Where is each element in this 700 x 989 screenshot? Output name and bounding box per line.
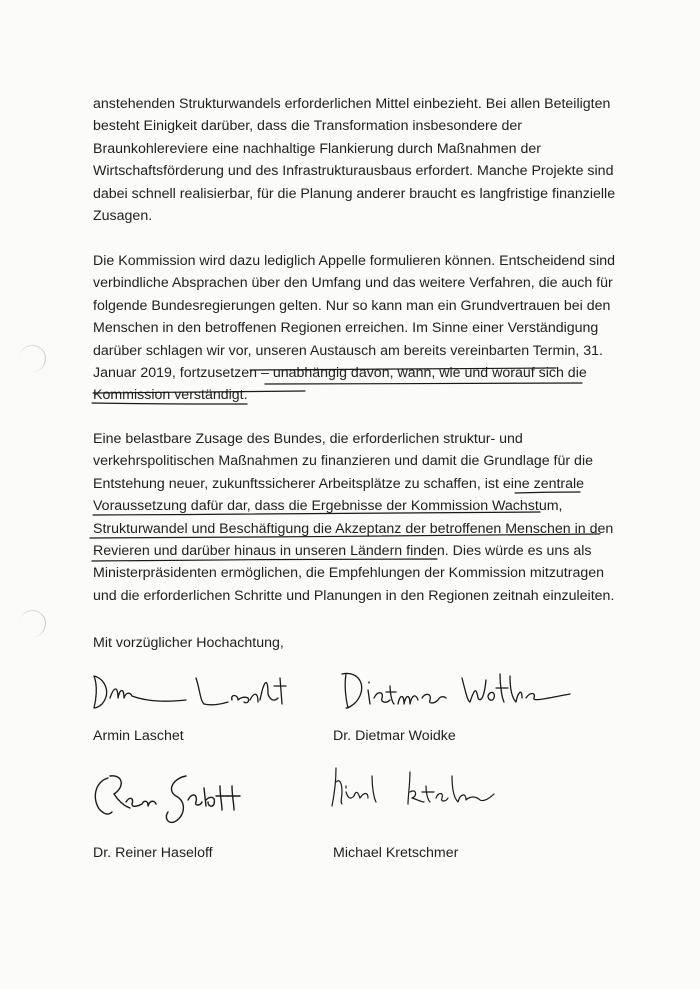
signatory-name-laschet: Armin Laschet: [93, 728, 184, 744]
text-line: Voraussetzung dafür dar, dass die Ergebnisse der Kommission Wachstum,: [93, 498, 563, 515]
text-line: verkehrspolitischen Maßnahmen zu finanzieren und damit die Grundlage für die: [93, 453, 593, 470]
text-line: Menschen in den betroffenen Regionen erreichen. Im Sinne einer Verständigung: [93, 320, 599, 337]
signatory-name-haseloff: Dr. Reiner Haseloff: [93, 845, 213, 861]
paragraph-funding: [93, 93, 616, 227]
text-line: Kommission verständigt.: [93, 387, 248, 404]
signature-kretschmer: [330, 762, 500, 812]
signatory-name-kretschmer: Michael Kretschmer: [333, 845, 459, 861]
signature-laschet: [88, 664, 298, 714]
signatory-name-woidke: Dr. Dietmar Woidke: [333, 728, 456, 744]
punch-hole-mark: [19, 345, 46, 372]
text-line: besteht Einigkeit darüber, dass die Transformation insbesondere der: [93, 118, 523, 135]
text-line: Strukturwandel und Beschäftigung die Akzeptanz der betroffenen Menschen in den: [93, 520, 614, 537]
text-line: Eine belastbare Zusage des Bundes, die erforderlichen struktur- und: [93, 431, 523, 447]
text-line: Braunkohlereviere eine nachhaltige Flankierung durch Maßnahmen der: [93, 140, 541, 157]
text-line: und die erforderlichen Schritte und Planungen in den Regionen zeitnah einzuleiten.: [93, 587, 615, 604]
text-line: verbindliche Absprachen über den Umfang und das weitere Verfahren, die auch für: [93, 275, 613, 292]
punch-hole-mark: [19, 610, 46, 637]
text-line: anstehenden Strukturwandels erforderlichen Mittel einbezieht. Bei allen Beteiligten: [93, 96, 611, 112]
text-line: Entstehung neuer, zukunftssicherer Arbeitsplätze zu schaffen, ist eine zentrale: [93, 475, 585, 492]
text-line: dabei schnell realisierbar, für die Planung anderer braucht es langfristige finanzielle: [93, 185, 616, 202]
text-line: Januar 2019, fortzusetzen – unabhängig davon, wann, wie und worauf sich die: [93, 365, 587, 382]
text-line: Wirtschaftsförderung und des Infrastrukturausbaus erfordert. Manche Projekte sind: [93, 163, 614, 180]
paragraph-commission: [93, 250, 616, 407]
text-line: Ministerpräsidenten ermöglichen, die Empfehlungen der Kommission mitzutragen: [93, 565, 605, 582]
text-line: Die Kommission wird dazu lediglich Appelle formulieren können. Entscheidend sind: [93, 253, 616, 269]
text-line: folgende Bundesregierungen gelten. Nur so kann man ein Grundvertrauen bei den: [93, 297, 611, 314]
text-line: Zusagen.: [93, 208, 153, 225]
signature-haseloff: [88, 766, 258, 828]
paragraph-commitment: [93, 428, 613, 607]
text-line: Revieren und darüber hinaus in unseren Ländern finden. Dies würde es uns als: [93, 543, 592, 560]
signature-woidke: [338, 660, 578, 716]
text-line: darüber schlagen wir vor, unseren Austausch am bereits vereinbarten Termin, 31.: [93, 342, 603, 359]
closing-salutation: Mit vorzüglicher Hochachtung,: [93, 635, 284, 651]
